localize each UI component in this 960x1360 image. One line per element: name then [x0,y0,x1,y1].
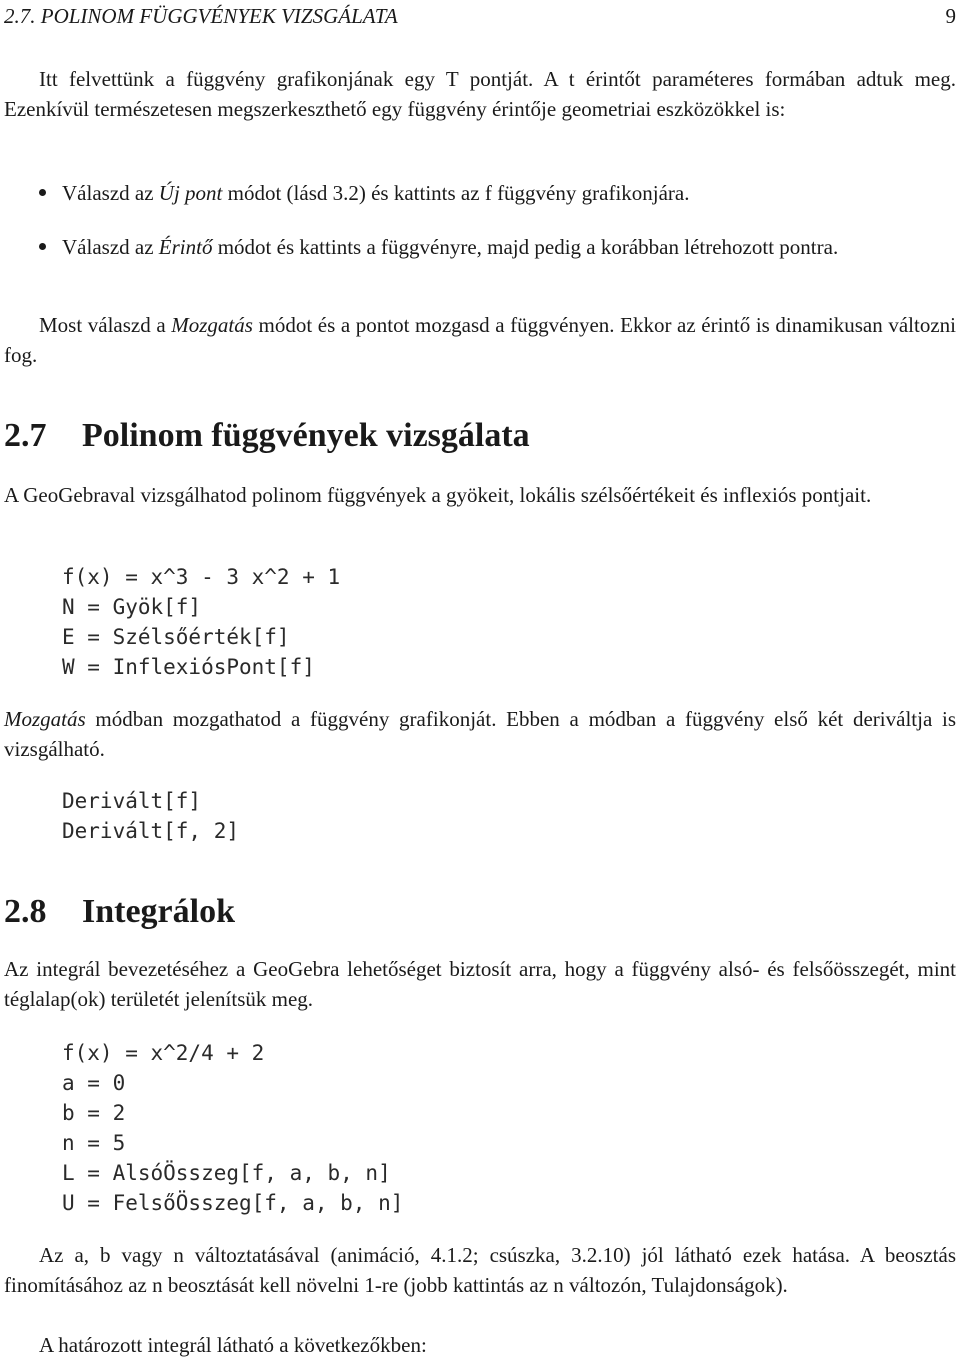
mode-name: Új pont [158,181,223,205]
running-header [4,2,956,30]
section-title: Integrálok [82,893,235,930]
page-number: 9 [945,4,956,28]
integral-intro-paragraph: Az integrál bevezetéséhez a GeoGebra lehetőséget biztosít arra, hogy a függvény alsó- és felsőösszegét, mint téglalap(ok) területét jelenítsük meg. [4,957,956,1011]
code-line: f(x) = x^2/4 + 2 [62,1041,265,1065]
move-mode-paragraph [4,310,956,370]
list-item [0,232,960,262]
code-block-polynomial [62,562,340,682]
code-line: N = Gyök[f] [62,595,202,619]
code-line: a = 0 [62,1071,126,1095]
running-header-title: 2.7. POLINOM FÜGGVÉNYEK VIZSGÁLATA [4,4,398,28]
definite-integral-paragraph: A határozott integrál látható a következőkben: [39,1333,427,1357]
bullet-icon [39,243,46,250]
derivative-paragraph [4,704,956,764]
code-line: W = InflexiósPont[f] [62,655,315,679]
code-line: n = 5 [62,1131,126,1155]
code-line: U = FelsőÖsszeg[f, a, b, n] [62,1191,404,1215]
code-line: E = Szélsőérték[f] [62,625,290,649]
section-title: Polinom függvények vizsgálata [82,417,530,454]
code-line: Derivált[f] [62,789,202,813]
section-intro-paragraph: A GeoGebraval vizsgálhatod polinom függvények a gyökeit, lokális szélsőértékeit és inflexiós pontjait. [4,483,872,507]
paragraph-text-before: Most válaszd a [39,313,172,337]
mode-name: Mozgatás [171,313,253,337]
section-number: 2.7 [4,417,47,454]
tangent-steps-list [0,178,960,262]
mode-name: Mozgatás [4,707,86,731]
paragraph-text-after: módban mozgathatod a függvény grafikonját. Ebben a módban a függvény első két deriváltja is vizsgálható. [4,707,956,761]
section-heading-2-8 [4,890,235,934]
animation-paragraph: Az a, b vagy n változtatásával (animáció, 4.1.2; csúszka, 3.2.10) jól látható ezek hatása. A beosztás finomításához az n beosztását kell növelni 1-re (jobb kattintás az n változón, Tulajdonságok). [4,1243,956,1297]
section-heading-2-7 [4,414,530,458]
code-block-derivative [62,786,239,846]
paragraph-text-after: módot és a pontot mozgasd a függvényen. Ekkor az érintő is dinamikusan változni fog. [4,313,956,367]
list-item-text-after: módot és kattints a függvényre, majd pedig a korábban létrehozott pontra. [212,235,839,259]
list-item-text-after: módot (lásd 3.2) és kattints az f függvény grafikonjára. [222,181,690,205]
code-line: L = AlsóÖsszeg[f, a, b, n] [62,1161,391,1185]
code-line: b = 2 [62,1101,126,1125]
section-number: 2.8 [4,893,47,930]
mode-name: Érintő [158,235,213,259]
code-line: f(x) = x^3 - 3 x^2 + 1 [62,565,341,589]
code-block-integral [62,1038,403,1218]
list-item-text-before: Válaszd az [62,235,159,259]
intro-paragraph: Itt felvettünk a függvény grafikonjának egy T pontját. A t érintőt paraméteres formában adtuk meg. Ezenkívül természetesen megszerkeszthető egy függvény érintője geometriai eszközökkel is: [4,67,956,121]
list-item [0,178,960,208]
code-line: Derivált[f, 2] [62,819,240,843]
bullet-icon [39,189,46,196]
list-item-text-before: Válaszd az [62,181,159,205]
